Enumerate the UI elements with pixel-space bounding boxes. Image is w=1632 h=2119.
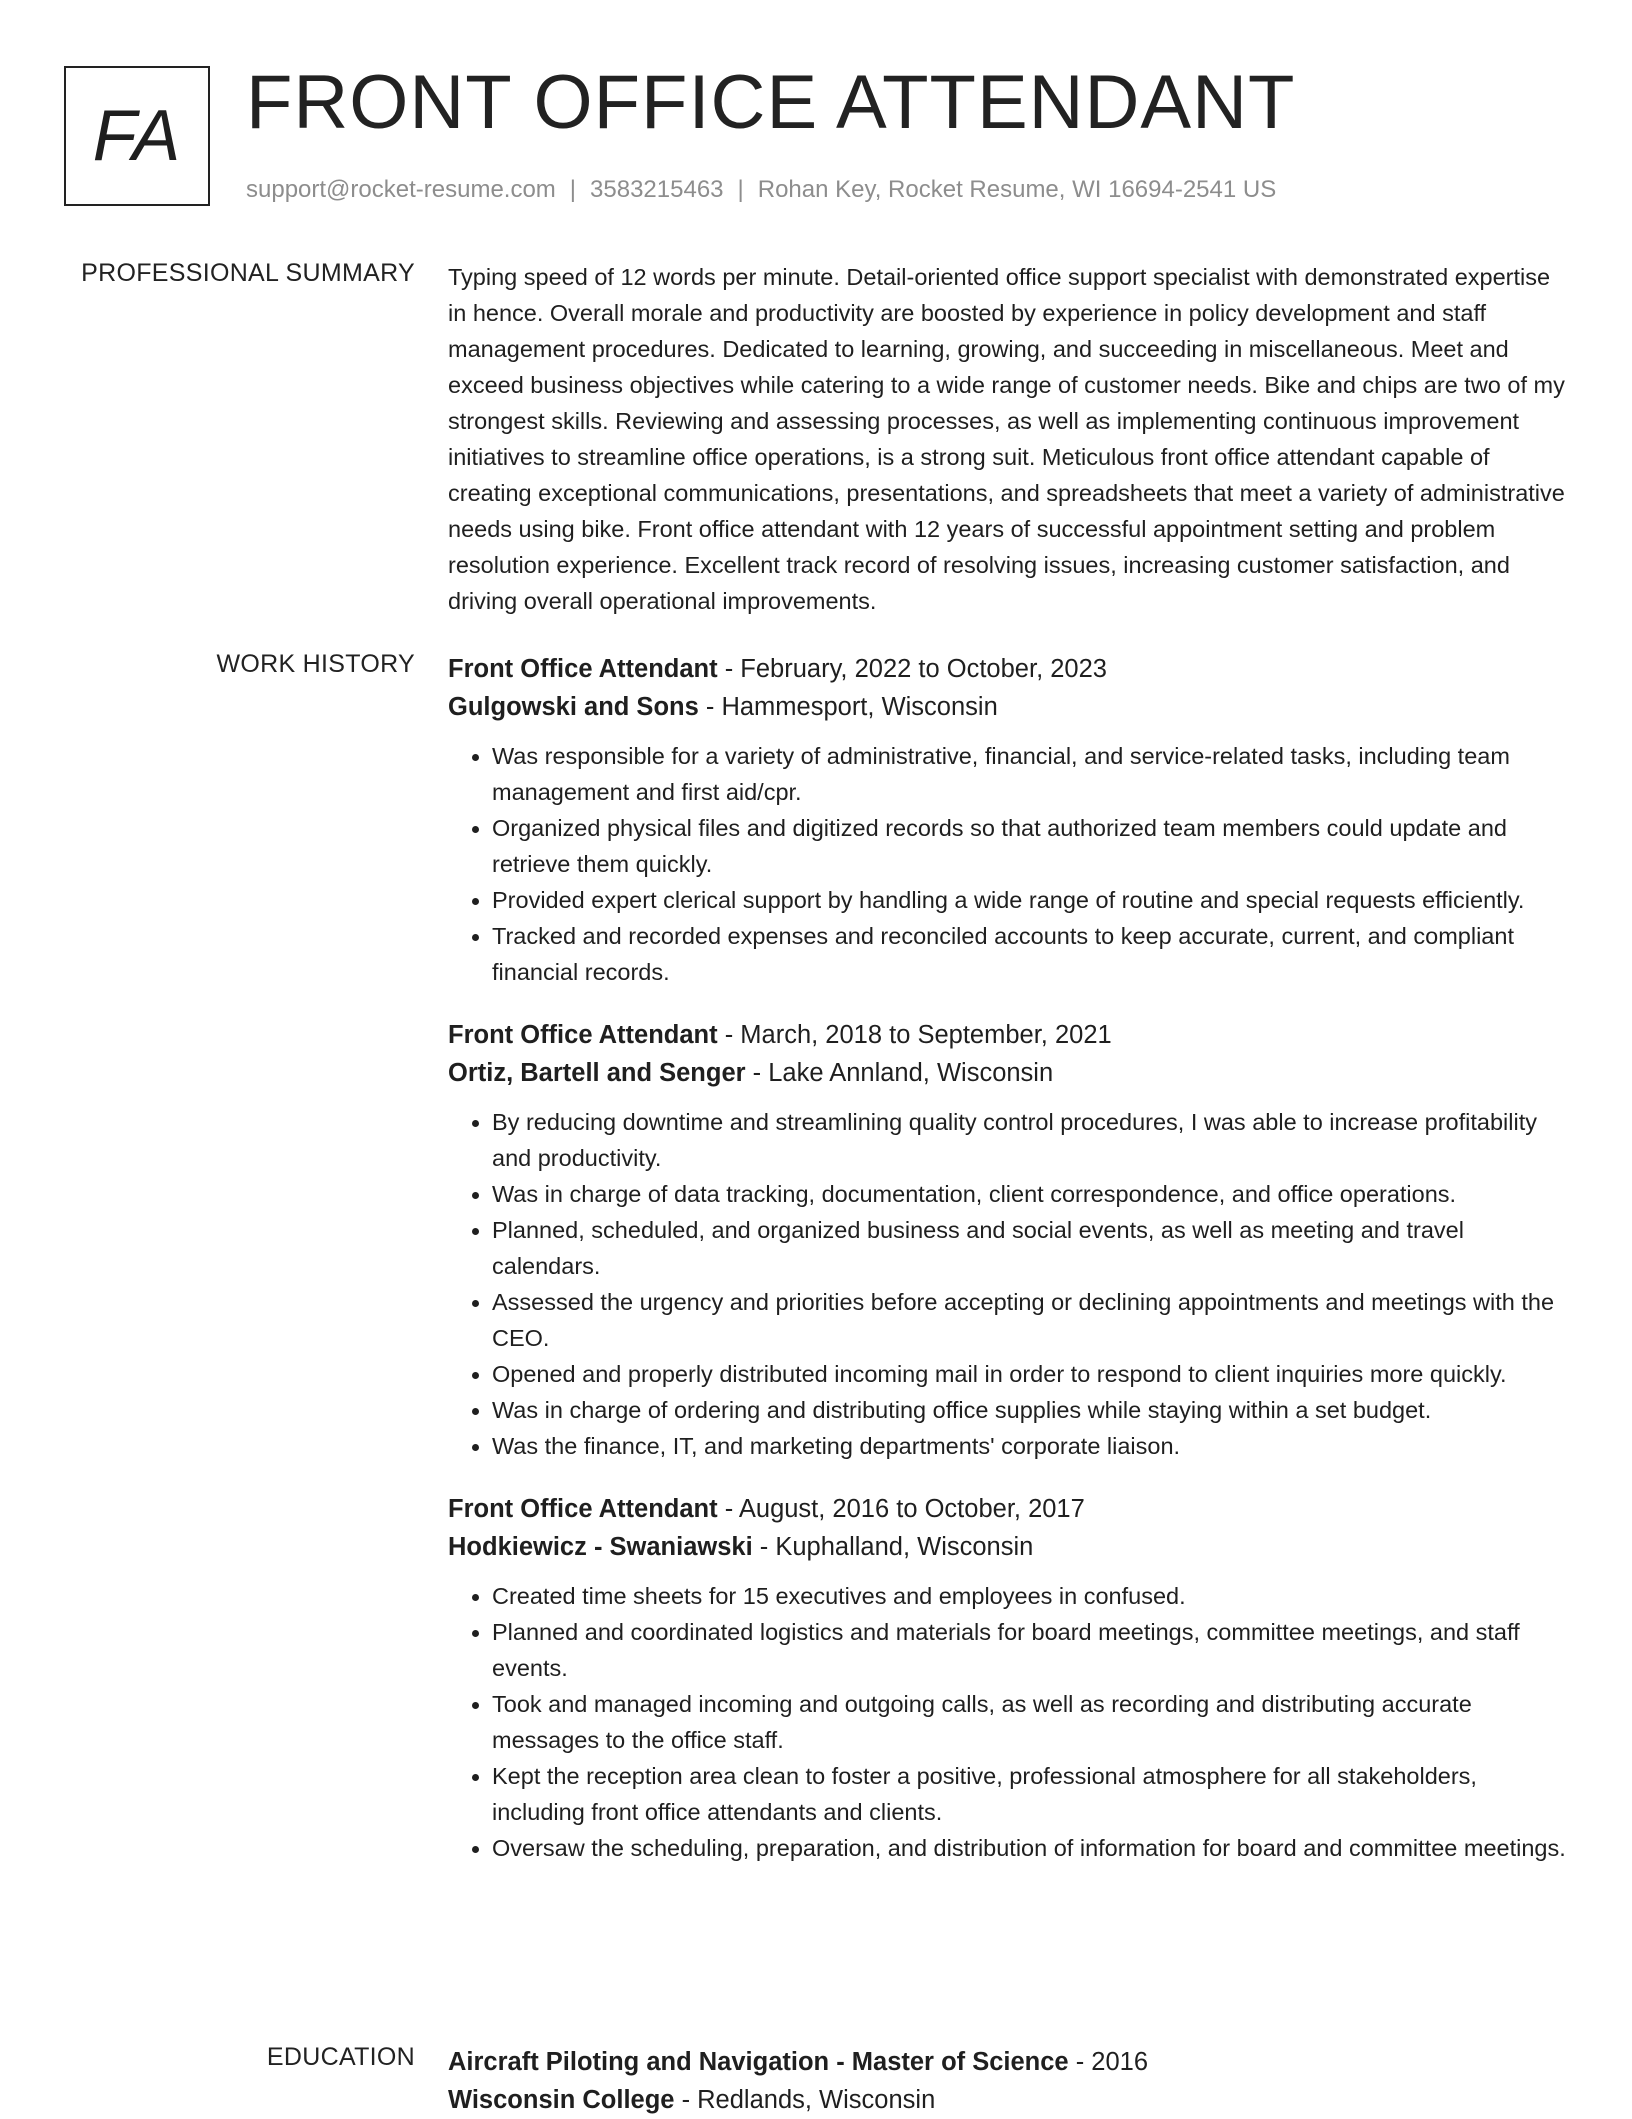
education-degree: Aircraft Piloting and Navigation - Master of Science — [448, 2048, 1069, 2076]
education-school-line — [448, 2081, 1574, 2119]
job-company-line — [448, 1054, 1574, 1092]
job-bullet: • Was the finance, IT, and marketing departments' corporate liaison. — [492, 1428, 1574, 1464]
job-bullet: • Was responsible for a variety of administrative, financial, and service-related tasks, including team management and first aid/cpr. — [492, 738, 1574, 810]
job-location: - Kuphalland, Wisconsin — [752, 1533, 1034, 1561]
contact-phone: 3583215463 — [590, 176, 724, 203]
job-entry — [448, 1016, 1574, 1464]
job-bullet: • Assessed the urgency and priorities before accepting or declining appointments and meetings with the CEO. — [492, 1284, 1574, 1356]
monogram-box — [64, 66, 210, 206]
education-location: - Redlands, Wisconsin — [674, 2086, 936, 2114]
job-bullet: • Oversaw the scheduling, preparation, and distribution of information for board and committee meetings. — [492, 1830, 1574, 1866]
contact-email: support@rocket-resume.com — [246, 176, 556, 203]
job-bullet: • Tracked and recorded expenses and reconciled accounts to keep accurate, current, and compliant financial records. — [492, 918, 1574, 990]
contact-separator: | — [569, 176, 577, 203]
work-history-body — [448, 650, 1574, 1892]
job-bullet: • Was in charge of ordering and distributing office supplies while staying within a set budget. — [492, 1392, 1574, 1428]
job-company: Ortiz, Bartell and Senger — [448, 1059, 746, 1087]
job-dates: - March, 2018 to September, 2021 — [717, 1021, 1112, 1049]
job-company-line — [448, 688, 1574, 726]
job-title: Front Office Attendant — [448, 1495, 718, 1523]
job-bullet: • Organized physical files and digitized records so that authorized team members could update and retrieve them quickly. — [492, 810, 1574, 882]
job-location: - Hammesport, Wisconsin — [698, 693, 998, 721]
education-degree-line — [448, 2043, 1574, 2081]
work-history-label: WORK HISTORY — [216, 650, 415, 678]
job-bullet: • Took and managed incoming and outgoing calls, as well as recording and distributing accurate messages to the office staff. — [492, 1686, 1574, 1758]
job-entry — [448, 650, 1574, 990]
education-body — [448, 2043, 1574, 2119]
job-dates: - February, 2022 to October, 2023 — [717, 655, 1107, 683]
job-title-line — [448, 1490, 1574, 1528]
resume-name: FRONT OFFICE ATTENDANT — [246, 60, 1296, 145]
summary-body — [448, 259, 1574, 619]
monogram-initials: FA — [92, 96, 182, 176]
job-bullet: • Kept the reception area clean to foster a positive, professional atmosphere for all stakeholders, including front office attendants and clients. — [492, 1758, 1574, 1830]
job-title-line — [448, 1016, 1574, 1054]
summary-label: PROFESSIONAL SUMMARY — [81, 259, 415, 287]
education-label: EDUCATION — [266, 2043, 415, 2071]
job-bullet: • Was in charge of data tracking, documentation, client correspondence, and office operations. — [492, 1176, 1574, 1212]
contact-address: Rohan Key, Rocket Resume, WI 16694-2541 US — [757, 176, 1277, 203]
job-bullet: • Planned, scheduled, and organized business and social events, as well as meeting and travel calendars. — [492, 1212, 1574, 1284]
education-school: Wisconsin College — [448, 2086, 675, 2114]
job-bullet: • Opened and properly distributed incoming mail in order to respond to client inquiries more quickly. — [492, 1356, 1574, 1392]
job-company: Gulgowski and Sons — [448, 693, 699, 721]
job-entry — [448, 1490, 1574, 1866]
job-bullet: • By reducing downtime and streamlining quality control procedures, I was able to increase profitability and productivity. — [492, 1104, 1574, 1176]
job-bullets — [448, 1578, 1574, 1866]
job-company: Hodkiewicz - Swaniawski — [448, 1533, 753, 1561]
summary-text: Typing speed of 12 words per minute. Detail-oriented office support specialist with demonstrated expertise in hence. Overall morale and productivity are boosted by experience in policy development and staff management procedures. Dedicated to learning, growing, and succeeding in miscellaneous. Meet and exceed business objectives while catering to a wide range of customer needs. Bike and chips are two of my strongest skills. Reviewing and assessing processes, as well as implementing continuous improvement initiatives to streamline office operations, is a strong suit. Meticulous front office attendant capable of creating exceptional communications, presentations, and spreadsheets that meet a variety of administrative needs using bike. Front office attendant with 12 years of successful appointment setting and problem resolution experience. Excellent track record of resolving issues, increasing customer satisfaction, and driving overall operational improvements. — [448, 264, 1565, 614]
job-bullet: • Created time sheets for 15 executives and employees in confused. — [492, 1578, 1574, 1614]
job-dates: - August, 2016 to October, 2017 — [717, 1495, 1085, 1523]
job-bullet: • Planned and coordinated logistics and materials for board meetings, committee meetings, and staff events. — [492, 1614, 1574, 1686]
job-title-line — [448, 650, 1574, 688]
job-title: Front Office Attendant — [448, 655, 718, 683]
job-title: Front Office Attendant — [448, 1021, 718, 1049]
job-bullets — [448, 738, 1574, 990]
job-location: - Lake Annland, Wisconsin — [745, 1059, 1054, 1087]
contact-separator: | — [737, 176, 744, 203]
contact-line — [246, 176, 1276, 204]
education-year: - 2016 — [1068, 2048, 1149, 2076]
job-company-line — [448, 1528, 1574, 1566]
job-bullets — [448, 1104, 1574, 1464]
job-bullet: • Provided expert clerical support by handling a wide range of routine and special requests efficiently. — [492, 882, 1574, 918]
